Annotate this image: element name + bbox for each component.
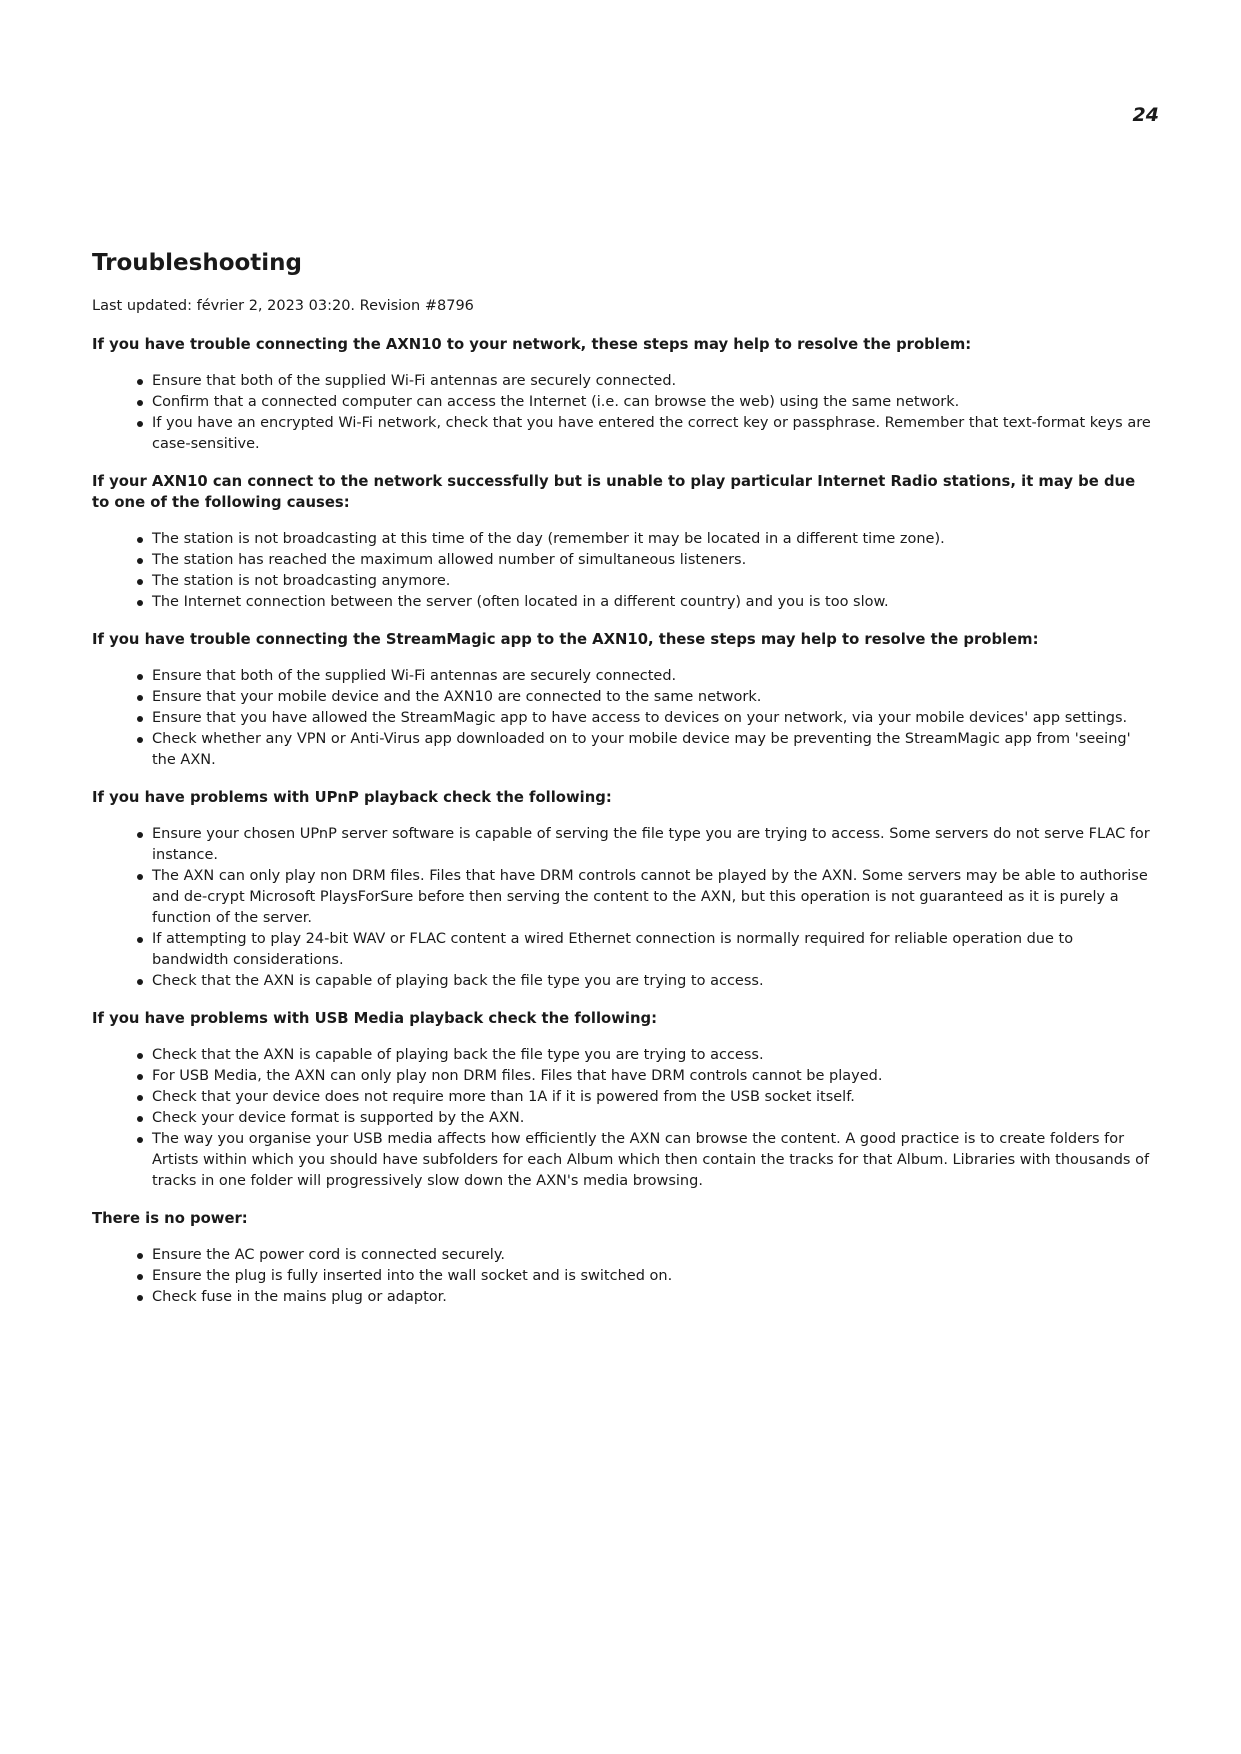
section-heading: If you have trouble connecting the AXN10 to your network, these steps may help to resolve the problem:	[92, 336, 972, 353]
list-item: The station has reached the maximum allowed number of simultaneous listeners.	[152, 550, 1152, 571]
section-heading: There is no power:	[92, 1210, 248, 1227]
section-heading: If you have problems with USB Media playback check the following:	[92, 1010, 658, 1027]
bullet-list	[92, 1045, 1152, 1192]
document-body	[92, 248, 1152, 1324]
list-item: If attempting to play 24-bit WAV or FLAC content a wired Ethernet connection is normally required for reliable operation due to bandwidth considerations.	[152, 929, 1152, 971]
list-item: Confirm that a connected computer can access the Internet (i.e. can browse the web) using the same network.	[152, 392, 1152, 413]
list-item: Check that the AXN is capable of playing back the file type you are trying to access.	[152, 1045, 1152, 1066]
list-item: Check whether any VPN or Anti-Virus app downloaded on to your mobile device may be preventing the StreamMagic app from 'seeing' the AXN.	[152, 729, 1152, 771]
bullet-list	[92, 529, 1152, 613]
list-item: The station is not broadcasting at this time of the day (remember it may be located in a different time zone).	[152, 529, 1152, 550]
section-network	[92, 334, 1152, 455]
section-heading: If your AXN10 can connect to the network successfully but is unable to play particular Internet Radio stations, it may be due to one of the following causes:	[92, 473, 1136, 511]
list-item: Ensure that you have allowed the StreamMagic app to have access to devices on your network, via your mobile devices' app settings.	[152, 708, 1152, 729]
page-title: Troubleshooting	[92, 250, 303, 276]
list-item: If you have an encrypted Wi-Fi network, check that you have entered the correct key or passphrase. Remember that text-format keys are case-sensitive.	[152, 413, 1152, 455]
list-item: The Internet connection between the server (often located in a different country) and you is too slow.	[152, 592, 1152, 613]
section-heading: If you have trouble connecting the StreamMagic app to the AXN10, these steps may help to resolve the problem:	[92, 631, 1039, 648]
list-item: Ensure the AC power cord is connected securely.	[152, 1245, 1152, 1266]
section-streammagic-app	[92, 629, 1152, 771]
list-item: For USB Media, the AXN can only play non DRM files. Files that have DRM controls cannot be played.	[152, 1066, 1152, 1087]
section-no-power	[92, 1208, 1152, 1308]
section-usb-media	[92, 1008, 1152, 1192]
list-item: The way you organise your USB media affects how efficiently the AXN can browse the content. A good practice is to create folders for Artists within which you should have subfolders for each Album which then contain the tracks for that Album. Libraries with thousands of tracks in one folder will progressively slow down the AXN's media browsing.	[152, 1129, 1152, 1192]
bullet-list	[92, 1245, 1152, 1308]
list-item: Check that the AXN is capable of playing back the file type you are trying to access.	[152, 971, 1152, 992]
list-item: Ensure that both of the supplied Wi-Fi antennas are securely connected.	[152, 666, 1152, 687]
bullet-list	[92, 666, 1152, 771]
list-item: The station is not broadcasting anymore.	[152, 571, 1152, 592]
list-item: The AXN can only play non DRM files. Files that have DRM controls cannot be played by the AXN. Some servers may be able to authorise and de-crypt Microsoft PlaysForSure before then serving the content to the AXN, but this operation is not guaranteed as it is purely a function of the server.	[152, 866, 1152, 929]
last-updated: Last updated: février 2, 2023 03:20. Revision #8796	[92, 298, 474, 314]
section-internet-radio	[92, 471, 1152, 613]
list-item: Check fuse in the mains plug or adaptor.	[152, 1287, 1152, 1308]
list-item: Check that your device does not require more than 1A if it is powered from the USB socket itself.	[152, 1087, 1152, 1108]
list-item: Ensure that your mobile device and the AXN10 are connected to the same network.	[152, 687, 1152, 708]
section-heading: If you have problems with UPnP playback check the following:	[92, 789, 612, 806]
list-item: Check your device format is supported by the AXN.	[152, 1108, 1152, 1129]
bullet-list	[92, 371, 1152, 455]
page-number: 24	[1132, 104, 1159, 126]
list-item: Ensure your chosen UPnP server software is capable of serving the file type you are trying to access. Some servers do not serve FLAC for instance.	[152, 824, 1152, 866]
list-item: Ensure that both of the supplied Wi-Fi antennas are securely connected.	[152, 371, 1152, 392]
section-upnp-playback	[92, 787, 1152, 992]
bullet-list	[92, 824, 1152, 992]
list-item: Ensure the plug is fully inserted into the wall socket and is switched on.	[152, 1266, 1152, 1287]
